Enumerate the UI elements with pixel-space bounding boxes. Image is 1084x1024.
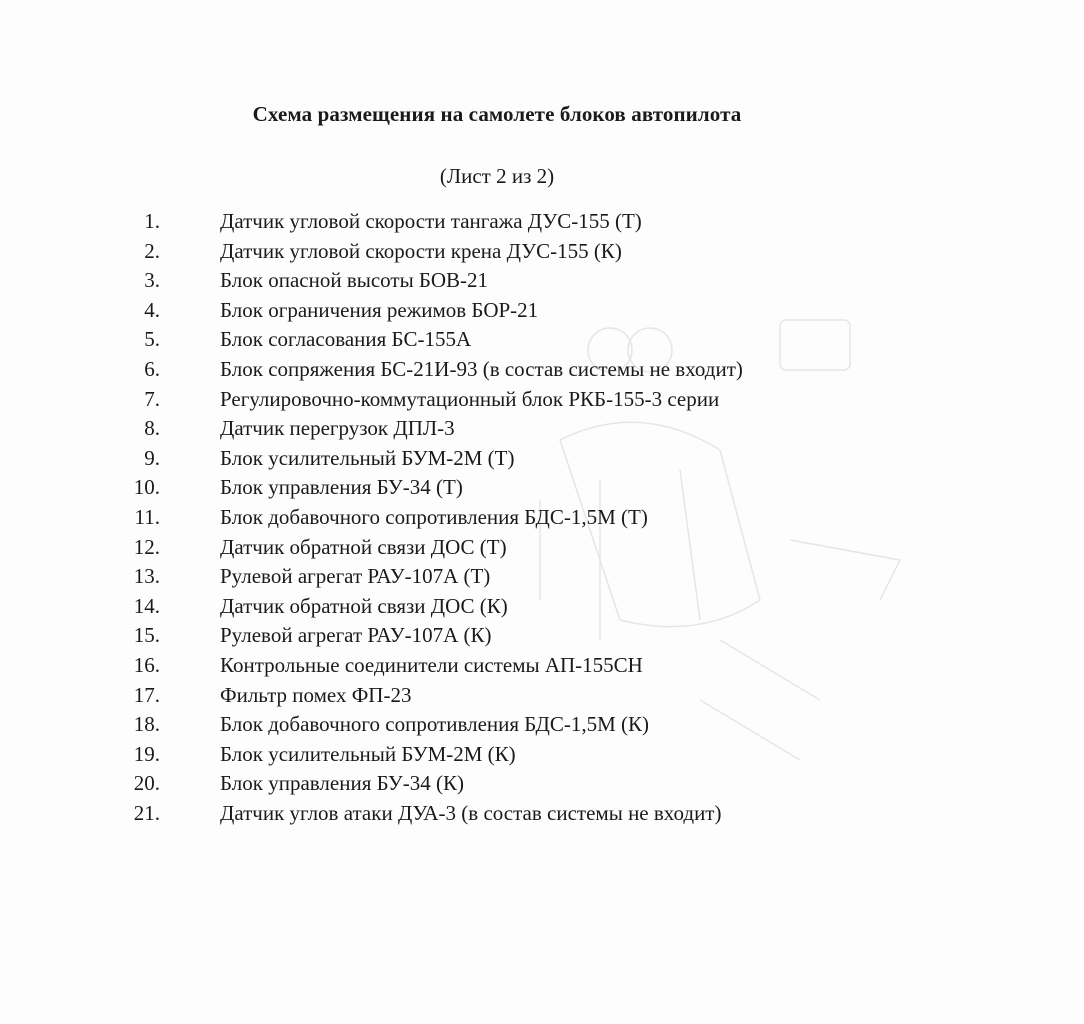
list-item bbox=[0, 740, 1084, 770]
item-number: 8. bbox=[144, 416, 160, 441]
list-item bbox=[0, 503, 1084, 533]
list-item bbox=[0, 325, 1084, 355]
item-text: Блок добавочного сопротивления БДС-1,5М (Т) bbox=[220, 504, 648, 529]
item-text: Датчик углов атаки ДУА-3 (в состав системы не входит) bbox=[220, 800, 722, 825]
list-item bbox=[0, 592, 1084, 622]
item-text: Датчик перегрузок ДПЛ-3 bbox=[220, 416, 455, 441]
list-item bbox=[0, 237, 1084, 267]
item-text: Блок сопряжения БС-21И-93 (в состав системы не входит) bbox=[220, 356, 743, 381]
list-item bbox=[0, 533, 1084, 563]
item-text: Блок добавочного сопротивления БДС-1,5М (К) bbox=[220, 712, 650, 737]
component-list bbox=[0, 207, 1084, 828]
item-text: Блок опасной высоты БОВ-21 bbox=[220, 268, 489, 293]
item-text: Датчик обратной связи ДОС (Т) bbox=[220, 534, 507, 559]
item-number: 6. bbox=[144, 356, 160, 381]
list-item bbox=[0, 473, 1084, 503]
document-title: Схема размещения на самолете блоков автопилота bbox=[252, 102, 742, 126]
list-item bbox=[0, 562, 1084, 592]
item-number: 19. bbox=[133, 741, 160, 766]
item-number: 3. bbox=[144, 268, 160, 293]
item-text: Блок управления БУ-34 (Т) bbox=[220, 475, 463, 500]
list-item bbox=[0, 651, 1084, 681]
item-number: 5. bbox=[144, 327, 160, 352]
list-item bbox=[0, 444, 1084, 474]
item-number: 20. bbox=[133, 771, 160, 796]
item-text: Датчик угловой скорости крена ДУС-155 (К) bbox=[220, 238, 622, 263]
list-item bbox=[0, 710, 1084, 740]
item-text: Блок усилительный БУМ-2М (Т) bbox=[220, 445, 515, 470]
item-number: 9. bbox=[144, 445, 160, 470]
item-text: Блок ограничения режимов БОР-21 bbox=[220, 297, 539, 322]
item-text: Датчик обратной связи ДОС (К) bbox=[220, 593, 508, 618]
item-text: Рулевой агрегат РАУ-107А (К) bbox=[220, 623, 492, 648]
item-number: 7. bbox=[144, 386, 160, 411]
item-text: Регулировочно-коммутационный блок РКБ-155-3 серии bbox=[220, 386, 720, 411]
list-item bbox=[0, 207, 1084, 237]
list-item bbox=[0, 355, 1084, 385]
item-number: 21. bbox=[133, 800, 160, 825]
item-number: 17. bbox=[133, 682, 160, 707]
list-item bbox=[0, 799, 1084, 829]
item-number: 12. bbox=[133, 534, 160, 559]
item-text: Блок усилительный БУМ-2М (К) bbox=[220, 741, 516, 766]
list-item bbox=[0, 769, 1084, 799]
item-text: Рулевой агрегат РАУ-107А (Т) bbox=[220, 564, 491, 589]
item-text: Фильтр помех ФП-23 bbox=[220, 682, 412, 707]
item-number: 4. bbox=[144, 297, 160, 322]
item-number: 18. bbox=[133, 712, 160, 737]
item-number: 13. bbox=[133, 564, 160, 589]
list-item bbox=[0, 266, 1084, 296]
sheet-number: (Лист 2 из 2) bbox=[439, 164, 555, 188]
list-item bbox=[0, 414, 1084, 444]
item-text: Датчик угловой скорости тангажа ДУС-155 (Т) bbox=[220, 209, 642, 233]
item-text: Блок согласования БС-155А bbox=[220, 327, 472, 352]
item-number: 2. bbox=[144, 238, 160, 263]
list-item bbox=[0, 681, 1084, 711]
item-number: 11. bbox=[134, 504, 160, 529]
list-item bbox=[0, 385, 1084, 415]
item-number: 10. bbox=[133, 475, 160, 500]
list-item bbox=[0, 296, 1084, 326]
item-number: 16. bbox=[133, 652, 160, 677]
list-item bbox=[0, 621, 1084, 651]
item-text: Блок управления БУ-34 (К) bbox=[220, 771, 465, 796]
item-number: 14. bbox=[133, 593, 160, 618]
item-text: Контрольные соединители системы АП-155СН bbox=[220, 652, 643, 677]
item-number: 1. bbox=[144, 209, 160, 233]
item-number: 15. bbox=[133, 623, 160, 648]
